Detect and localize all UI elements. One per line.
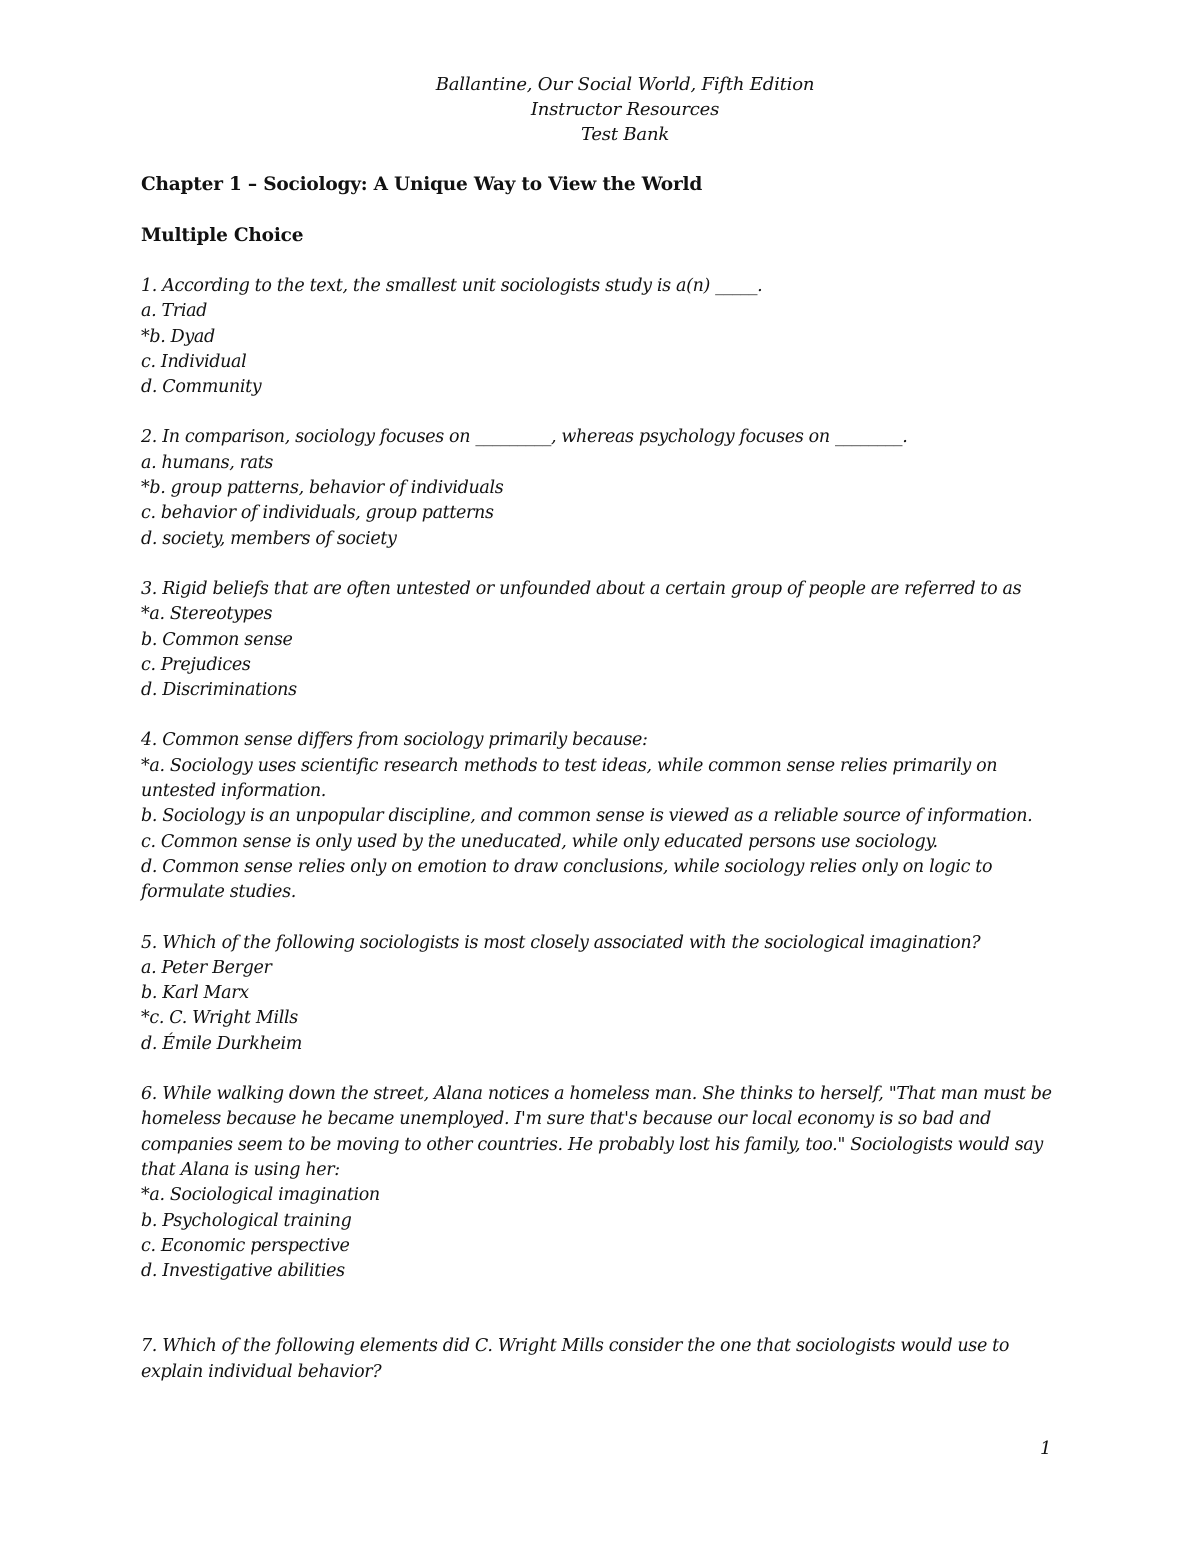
answer-option: b. Psychological training (141, 1210, 352, 1231)
answer-option-correct: *b. Dyad (141, 326, 215, 347)
answer-option-correct: *a. Stereotypes (141, 604, 273, 625)
answer-option: d. Émile Durkheim (141, 1033, 302, 1054)
answer-option: b. Common sense (141, 629, 293, 650)
answer-option: c. Prejudices (141, 654, 251, 675)
answer-option: c. Individual (141, 351, 247, 372)
document-body (141, 172, 1071, 1410)
answer-option-correct: *a. Sociological imagination (141, 1185, 380, 1206)
answer-option: d. Community (141, 377, 262, 398)
question-text: 4. Common sense differs from sociology primarily because: (141, 730, 648, 751)
header-line-book: Ballantine, Our Social World, Fifth Edition (435, 74, 815, 95)
answer-option-correct: *c. C. Wright Mills (141, 1008, 298, 1029)
header-line-test-bank: Test Bank (580, 124, 670, 145)
answer-option-correct: *a. Sociology uses scientific research methods to test ideas, while common sense relies primarily on untested information. (141, 755, 998, 802)
question-3 (141, 577, 1071, 703)
chapter-title: Chapter 1 – Sociology: A Unique Way to View the World (141, 174, 703, 195)
answer-option: d. society, members of society (141, 528, 397, 549)
question-text: 7. Which of the following elements did C. Wright Mills consider the one that sociologists would use to explain individual behavior? (141, 1336, 1010, 1382)
section-title: Multiple Choice (141, 225, 304, 246)
document-header (0, 72, 1200, 147)
question-6 (141, 1082, 1071, 1284)
question-text: 5. Which of the following sociologists is most closely associated with the sociological imagination? (141, 932, 981, 953)
question-text: 2. In comparison, sociology focuses on _________, whereas psychology focuses on ________. (141, 427, 908, 448)
answer-option: d. Common sense relies only on emotion to draw conclusions, while sociology relies only on logic to formulate studies. (141, 856, 993, 903)
answer-option: c. behavior of individuals, group patterns (141, 503, 494, 524)
answer-option: b. Karl Marx (141, 983, 249, 1004)
answer-option: a. humans, rats (141, 452, 274, 473)
header-line-resources: Instructor Resources (530, 99, 720, 120)
answer-option: a. Peter Berger (141, 957, 272, 978)
answer-option: c. Economic perspective (141, 1235, 350, 1256)
answer-option: d. Investigative abilities (141, 1261, 345, 1282)
answer-option: c. Common sense is only used by the uneducated, while only educated persons use sociology. (141, 831, 938, 852)
question-text: 3. Rigid beliefs that are often untested or unfounded about a certain group of people are referred to as (141, 578, 1022, 599)
answer-option: a. Triad (141, 301, 208, 322)
answer-option: b. Sociology is an unpopular discipline, and common sense is viewed as a reliable source of information. (141, 806, 1033, 827)
answer-option-correct: *b. group patterns, behavior of individuals (141, 478, 504, 499)
question-2 (141, 425, 1071, 551)
question-text: 6. While walking down the street, Alana notices a homeless man. She thinks to herself, "That man must be homeless because he became unemployed. I'm sure that's because our local economy is so bad and companies seem to be moving to other countries. He probably lost his family, too." Sociologists would say that Alana is using her: (141, 1084, 1052, 1180)
question-4 (141, 728, 1071, 905)
page-number: 1 (1040, 1438, 1052, 1459)
question-7 (141, 1334, 1071, 1385)
question-5 (141, 931, 1071, 1057)
question-text: 1. According to the text, the smallest unit sociologists study is a(n) _____. (141, 276, 763, 296)
question-1 (141, 274, 1071, 400)
answer-option: d. Discriminations (141, 680, 297, 701)
